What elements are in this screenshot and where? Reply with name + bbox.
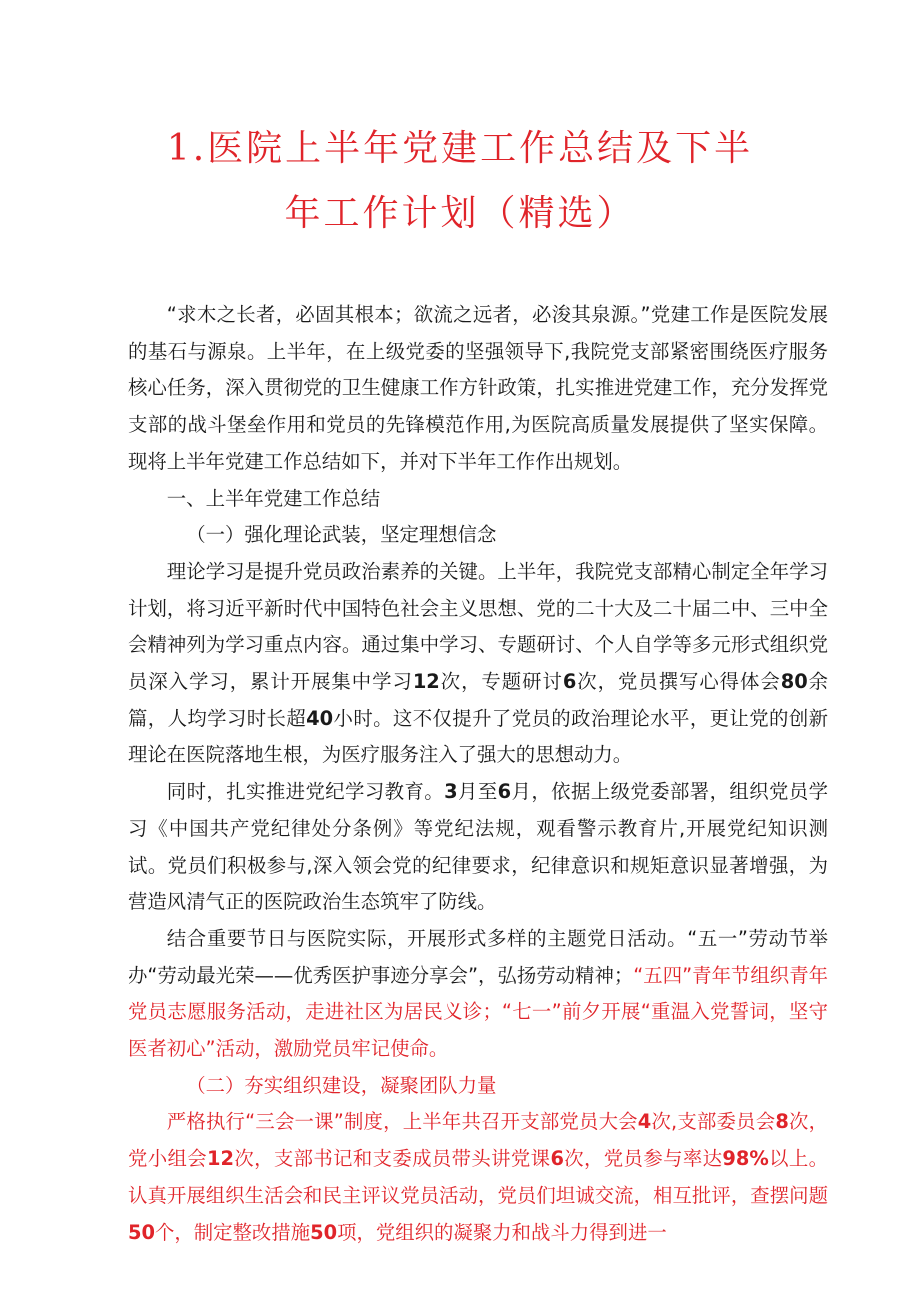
intro-paragraph: “求木之长者，必固其根本；欲流之远者，必浚其泉源。”党建工作是医院发展的基石与源泉。上半年，在上级党委的坚强领导下,我院党支部紧密围绕医疗服务核心任务，深入贯彻党的卫生健康工作方针政策，扎实推进党建工作，充分发挥党支部的战斗堡垒作用和党员的先锋模范作用,为医院高质量发展提供了坚实保障。现将上半年党建工作总结如下，并对下半年工作作出规划。	[128, 303, 828, 473]
text: 同时，扎实推进党纪学习教育。	[166, 780, 445, 804]
text: 小时。这不仅提升了党员的政治理论水平，更让党的创新理论在医院落地生根，为医疗服务注入了强大的思想动力。	[128, 706, 829, 767]
number: 98%	[722, 1147, 769, 1171]
text: 次,支部委员会	[651, 1110, 776, 1134]
subsection-heading-1: （一）强化理论武装，坚定理想信念	[186, 523, 497, 547]
document-title-line-1: 1.医院上半年党建工作总结及下半	[166, 128, 754, 169]
text: 严格执行“三会一课”制度，上半年共召开支部党员大会	[166, 1110, 638, 1134]
paragraph-organization-building	[128, 1104, 828, 1251]
number: 12	[207, 1147, 234, 1171]
number: 4	[637, 1110, 652, 1134]
paragraph-party-day-activities	[128, 921, 828, 1068]
subsection-heading-2: （二）夯实组织建设，凝聚团队力量	[186, 1073, 497, 1097]
document-title-line-2: 年工作计划（精选）	[284, 193, 636, 234]
text: 个，制定整改措施	[154, 1220, 311, 1244]
paragraph-discipline-education	[128, 774, 828, 921]
number: 8	[775, 1110, 789, 1134]
text: 项，党组织的凝聚力和战斗力得到进一	[337, 1220, 667, 1244]
text: 次，党员撰写心得体会	[576, 670, 781, 694]
text: 月至	[457, 780, 498, 804]
text: 结合重要节日与医院实际，开展形式多样的主题党日活动。“五一”劳动节举办“劳动最光荣——优秀医护事迹分享会”，弘扬劳动精神；	[128, 926, 828, 987]
number: 6	[562, 670, 577, 694]
text: 次，党小组会	[128, 1110, 828, 1171]
text: 以上。认真开展组织生活会和民主评议党员活动，党员们坦诚交流，相互批评，查摆问题	[128, 1147, 829, 1207]
number: 50	[128, 1220, 155, 1244]
highlighted-text: “五四”青年节组织青年党员志愿服务活动，走进社区为居民义诊；“七一”前夕开展“重温入党誓词，坚守医者初心”活动，激励党员牢记使命。	[128, 963, 829, 1061]
number: 6	[497, 780, 512, 804]
text: 次，党员参与率达	[563, 1147, 723, 1171]
number: 40	[306, 706, 334, 730]
number: 6	[550, 1147, 564, 1171]
paragraph-theory-study	[128, 554, 828, 774]
number: 80	[780, 670, 808, 694]
text: 次，专题研讨	[439, 670, 563, 694]
section-heading-1: 一、上半年党建工作总结	[166, 486, 381, 510]
number: 3	[444, 780, 458, 804]
document-body	[128, 297, 828, 1251]
text: 余篇，人均学习时长超	[128, 670, 829, 730]
text: 理论学习是提升党员政治素养的关键。上半年，我院党支部精心制定全年学习计划，将习近平新时代中国特色社会主义思想、党的二十大及二十届二中、三中全会精神列为学习重点内容。通过集中学习、专题研讨、个人自学等多元形式组织党员深入学习，累计开展集中学习	[128, 559, 828, 694]
number: 50	[310, 1220, 338, 1244]
text: 月，依据上级党委部署，组织党员学习《中国共产党纪律处分条例》等党纪法规，观看警示教育片,开展党纪知识测试。党员们积极参与,深入领会党的纪律要求，纪律意识和规矩意识显著增强，为营造风清气正的医院政治生态筑牢了防线。	[128, 780, 829, 914]
number: 12	[412, 670, 440, 694]
text: 次，支部书记和支委成员带头讲党课	[234, 1147, 551, 1171]
